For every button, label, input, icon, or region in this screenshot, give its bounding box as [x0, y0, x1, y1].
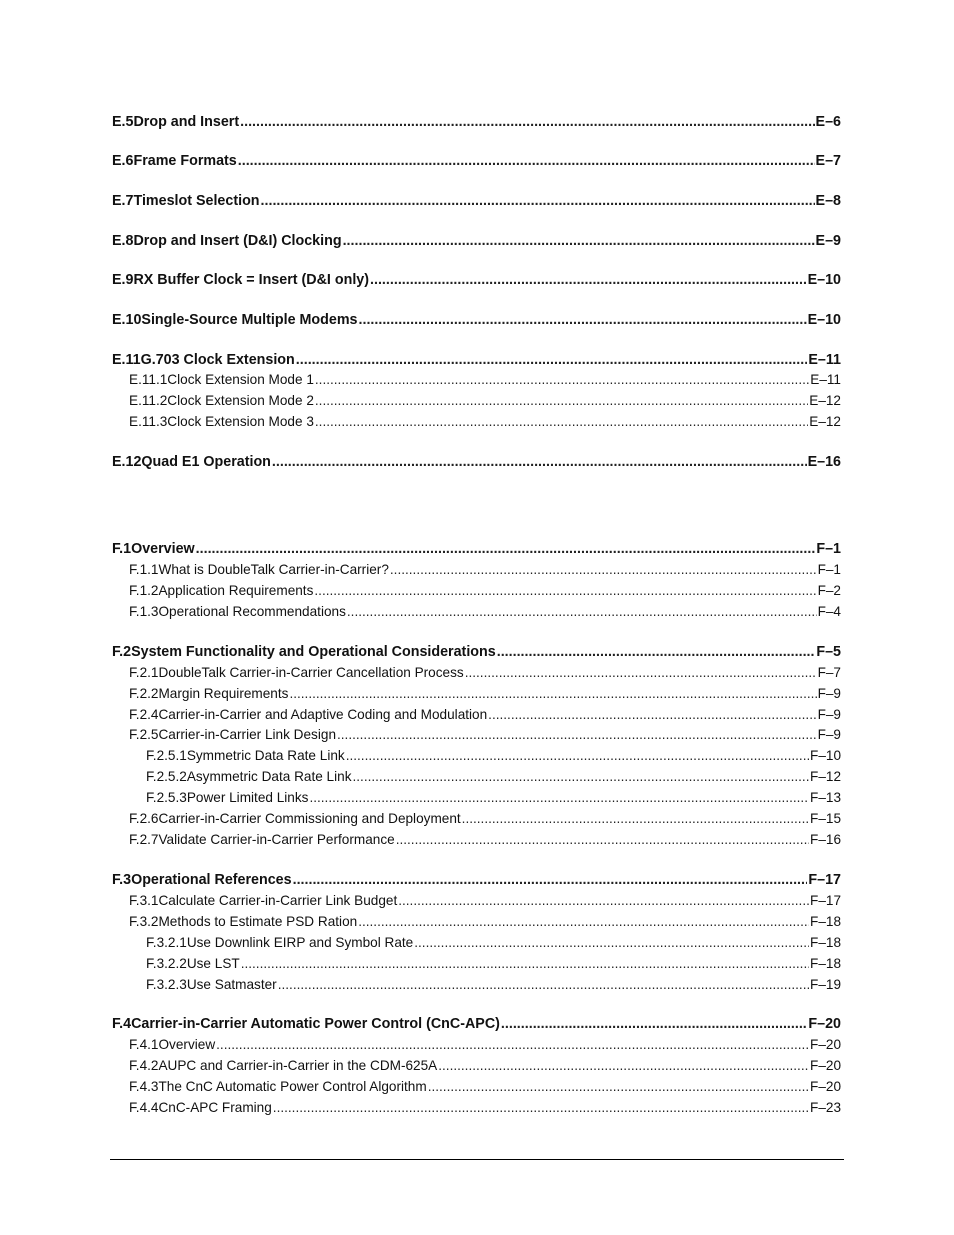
toc-title: DoubleTalk Carrier-in-Carrier Cancellation Process — [158, 665, 464, 680]
toc-number: F.2.5.3 — [146, 790, 187, 805]
dot-leader — [428, 1079, 809, 1094]
dot-leader — [309, 790, 809, 805]
dot-leader — [462, 811, 809, 826]
dot-leader — [315, 393, 808, 408]
toc-entry[interactable] — [129, 1100, 841, 1115]
toc-page: F–10 — [810, 748, 841, 763]
toc-entry[interactable] — [129, 665, 841, 680]
toc-page: E–6 — [815, 114, 841, 130]
toc-page: F–20 — [810, 1079, 841, 1094]
toc-title: Application Requirements — [158, 583, 314, 598]
toc-entry[interactable] — [112, 454, 841, 470]
toc-title: The CnC Automatic Power Control Algorithm — [158, 1079, 427, 1094]
toc-page: E–9 — [815, 233, 841, 249]
toc-title: Use Satmaster — [186, 977, 277, 992]
dot-leader — [216, 1037, 809, 1052]
dot-leader — [359, 312, 807, 328]
toc-page: E–10 — [807, 272, 841, 288]
toc-number: F.4 — [112, 1016, 132, 1032]
toc-page: F–17 — [810, 893, 841, 908]
toc-title: AUPC and Carrier-in-Carrier in the CDM-625A — [158, 1058, 438, 1073]
toc-entry[interactable] — [146, 748, 841, 763]
dot-leader — [414, 935, 809, 950]
toc-title: Validate Carrier-in-Carrier Performance — [158, 832, 395, 847]
dot-leader — [497, 644, 816, 660]
dot-leader — [315, 414, 808, 429]
toc-entry[interactable] — [112, 272, 841, 288]
dot-leader — [390, 562, 817, 577]
dot-leader — [272, 454, 807, 470]
toc-entry[interactable] — [129, 686, 841, 701]
toc-number: F.2.5.2 — [146, 769, 187, 784]
toc-number: F.1 — [112, 541, 132, 557]
toc-title: Power Limited Links — [186, 790, 309, 805]
toc-number: E.6 — [112, 153, 134, 169]
toc-number: F.1.1 — [129, 562, 159, 577]
toc-page: F–23 — [810, 1100, 841, 1115]
toc-page: F–12 — [810, 769, 841, 784]
toc-title: Drop and Insert (D&I) Clocking — [133, 233, 342, 249]
toc-page: F–9 — [817, 686, 841, 701]
toc-number: E.11.3 — [129, 414, 168, 429]
toc-entry[interactable] — [129, 707, 841, 722]
toc-title: Clock Extension Mode 2 — [167, 393, 314, 408]
toc-entry[interactable] — [129, 583, 841, 598]
toc-title: Overview — [158, 1037, 216, 1052]
toc-entry[interactable] — [112, 352, 841, 368]
toc-number: F.4.4 — [129, 1100, 159, 1115]
dot-leader — [241, 956, 809, 971]
dot-leader — [315, 372, 809, 387]
dot-leader — [293, 872, 808, 888]
toc-number: F.4.3 — [129, 1079, 159, 1094]
toc-title: Carrier-in-Carrier Link Design — [158, 727, 336, 742]
toc-number: E.7 — [112, 193, 134, 209]
toc-page: E–7 — [815, 153, 841, 169]
toc-page: F–15 — [810, 811, 841, 826]
toc-entry[interactable] — [129, 562, 841, 577]
toc-entry[interactable] — [129, 393, 841, 408]
dot-leader — [261, 193, 815, 209]
toc-page: F–16 — [810, 832, 841, 847]
toc-number: F.3.1 — [129, 893, 159, 908]
toc-number: F.3.2 — [129, 914, 159, 929]
toc-title: Frame Formats — [133, 153, 237, 169]
toc-entry[interactable] — [112, 153, 841, 169]
toc-number: F.2.6 — [129, 811, 159, 826]
toc-number: E.11.1 — [129, 372, 168, 387]
toc-entry[interactable] — [112, 644, 841, 660]
toc-title: Use LST — [186, 956, 240, 971]
toc-entry[interactable] — [129, 893, 841, 908]
footer-divider — [110, 1159, 844, 1160]
toc-page: F–2 — [817, 583, 841, 598]
toc-entry[interactable] — [112, 233, 841, 249]
toc-number: E.8 — [112, 233, 134, 249]
toc-page: E–11 — [810, 372, 841, 387]
toc-entry[interactable] — [112, 872, 841, 888]
toc-number: F.4.2 — [129, 1058, 159, 1073]
toc-entry[interactable] — [129, 372, 841, 387]
toc-title: Carrier-in-Carrier and Adaptive Coding and Modulation — [158, 707, 488, 722]
toc-title: Operational References — [131, 872, 292, 888]
toc-page: E–16 — [807, 454, 841, 470]
toc-number: E.11 — [112, 352, 141, 368]
toc-number: F.2 — [112, 644, 132, 660]
toc-page: E–11 — [808, 352, 841, 368]
toc-page: E–10 — [807, 312, 841, 328]
dot-leader — [240, 114, 814, 130]
toc-number: F.2.5 — [129, 727, 159, 742]
toc-entry[interactable] — [112, 1016, 841, 1032]
dot-leader — [278, 977, 809, 992]
toc-number: F.3.2.3 — [146, 977, 187, 992]
toc-page: F–18 — [810, 956, 841, 971]
toc-title: Single-Source Multiple Modems — [141, 312, 358, 328]
dot-leader — [438, 1058, 809, 1073]
toc-number: F.2.1 — [129, 665, 159, 680]
dot-leader — [358, 914, 809, 929]
toc-title: Symmetric Data Rate Link — [186, 748, 345, 763]
toc-number: F.3.2.2 — [146, 956, 187, 971]
toc-page: F–20 — [808, 1016, 841, 1032]
toc-title: Operational Recommendations — [158, 604, 346, 619]
toc-entry[interactable] — [129, 832, 841, 847]
toc-entry[interactable] — [112, 114, 841, 130]
toc-entry[interactable] — [129, 1079, 841, 1094]
toc-entry[interactable] — [146, 956, 841, 971]
toc-entry[interactable] — [129, 811, 841, 826]
toc-title: Drop and Insert — [133, 114, 240, 130]
toc-entry[interactable] — [129, 914, 841, 929]
dot-leader — [337, 727, 817, 742]
dot-leader — [398, 893, 809, 908]
toc-title: Clock Extension Mode 1 — [167, 372, 314, 387]
toc-number: F.2.5.1 — [146, 748, 187, 763]
toc-title: Carrier-in-Carrier Automatic Power Control (CnC-APC) — [131, 1016, 500, 1032]
toc-number: E.9 — [112, 272, 134, 288]
dot-leader — [296, 352, 808, 368]
toc-title: Quad E1 Operation — [141, 454, 271, 470]
toc-page: F–9 — [817, 727, 841, 742]
dot-leader — [370, 272, 807, 288]
toc-number: F.2.7 — [129, 832, 159, 847]
toc-entry[interactable] — [129, 727, 841, 742]
toc-number: F.2.2 — [129, 686, 159, 701]
dot-leader — [396, 832, 809, 847]
toc-number: F.3.2.1 — [146, 935, 187, 950]
toc-page: E–12 — [809, 393, 841, 408]
toc-page: F–17 — [808, 872, 841, 888]
toc-entry[interactable] — [112, 541, 841, 557]
toc-title: Overview — [131, 541, 195, 557]
toc-title: Margin Requirements — [158, 686, 289, 701]
dot-leader — [501, 1016, 807, 1032]
toc-entry[interactable] — [112, 312, 841, 328]
toc-entry[interactable] — [146, 790, 841, 805]
dot-leader — [196, 541, 816, 557]
dot-leader — [343, 233, 815, 249]
toc-entry[interactable] — [129, 414, 841, 429]
dot-leader — [238, 153, 815, 169]
toc-title: What is DoubleTalk Carrier-in-Carrier? — [158, 562, 389, 577]
toc-number: F.1.3 — [129, 604, 159, 619]
dot-leader — [273, 1100, 809, 1115]
toc-title: CnC-APC Framing — [158, 1100, 272, 1115]
toc-number: E.12 — [112, 454, 142, 470]
toc-page: F–18 — [810, 935, 841, 950]
dot-leader — [488, 707, 816, 722]
toc-title: Asymmetric Data Rate Link — [186, 769, 352, 784]
toc-entry[interactable] — [129, 604, 841, 619]
toc-number: F.4.1 — [129, 1037, 159, 1052]
dot-leader — [314, 583, 816, 598]
toc-page: F–19 — [810, 977, 841, 992]
toc-page: F–1 — [817, 562, 841, 577]
dot-leader — [346, 748, 809, 763]
toc-page: F–20 — [810, 1037, 841, 1052]
toc-number: F.2.4 — [129, 707, 159, 722]
toc-title: Use Downlink EIRP and Symbol Rate — [186, 935, 414, 950]
toc-number: E.10 — [112, 312, 142, 328]
toc-number: F.1.2 — [129, 583, 159, 598]
toc-title: G.703 Clock Extension — [140, 352, 295, 368]
toc-page: F–13 — [810, 790, 841, 805]
toc-title: Clock Extension Mode 3 — [167, 414, 314, 429]
toc-page: E–8 — [815, 193, 841, 209]
dot-leader — [289, 686, 816, 701]
toc-entry[interactable] — [146, 769, 841, 784]
dot-leader — [347, 604, 817, 619]
toc-number: F.3 — [112, 872, 132, 888]
toc-page: F–4 — [817, 604, 841, 619]
toc-page: F–7 — [817, 665, 841, 680]
toc-page: F–1 — [816, 541, 841, 557]
toc-title: Calculate Carrier-in-Carrier Link Budget — [158, 893, 398, 908]
toc-title: Timeslot Selection — [133, 193, 260, 209]
toc-entry[interactable] — [146, 935, 841, 950]
toc-title: Methods to Estimate PSD Ration — [158, 914, 358, 929]
toc-page: F–9 — [817, 707, 841, 722]
toc-title: System Functionality and Operational Considerations — [131, 644, 496, 660]
toc-page: F–5 — [816, 644, 841, 660]
toc-title: Carrier-in-Carrier Commissioning and Deployment — [158, 811, 461, 826]
toc-entry[interactable] — [112, 193, 841, 209]
toc-number: E.11.2 — [129, 393, 168, 408]
toc-entry[interactable] — [129, 1037, 841, 1052]
toc-entry[interactable] — [129, 1058, 841, 1073]
dot-leader — [353, 769, 810, 784]
toc-page: F–18 — [810, 914, 841, 929]
toc-page: E–12 — [809, 414, 841, 429]
toc-title: RX Buffer Clock = Insert (D&I only) — [133, 272, 370, 288]
toc-page: F–20 — [810, 1058, 841, 1073]
dot-leader — [465, 665, 817, 680]
toc-number: E.5 — [112, 114, 134, 130]
toc-entry[interactable] — [146, 977, 841, 992]
